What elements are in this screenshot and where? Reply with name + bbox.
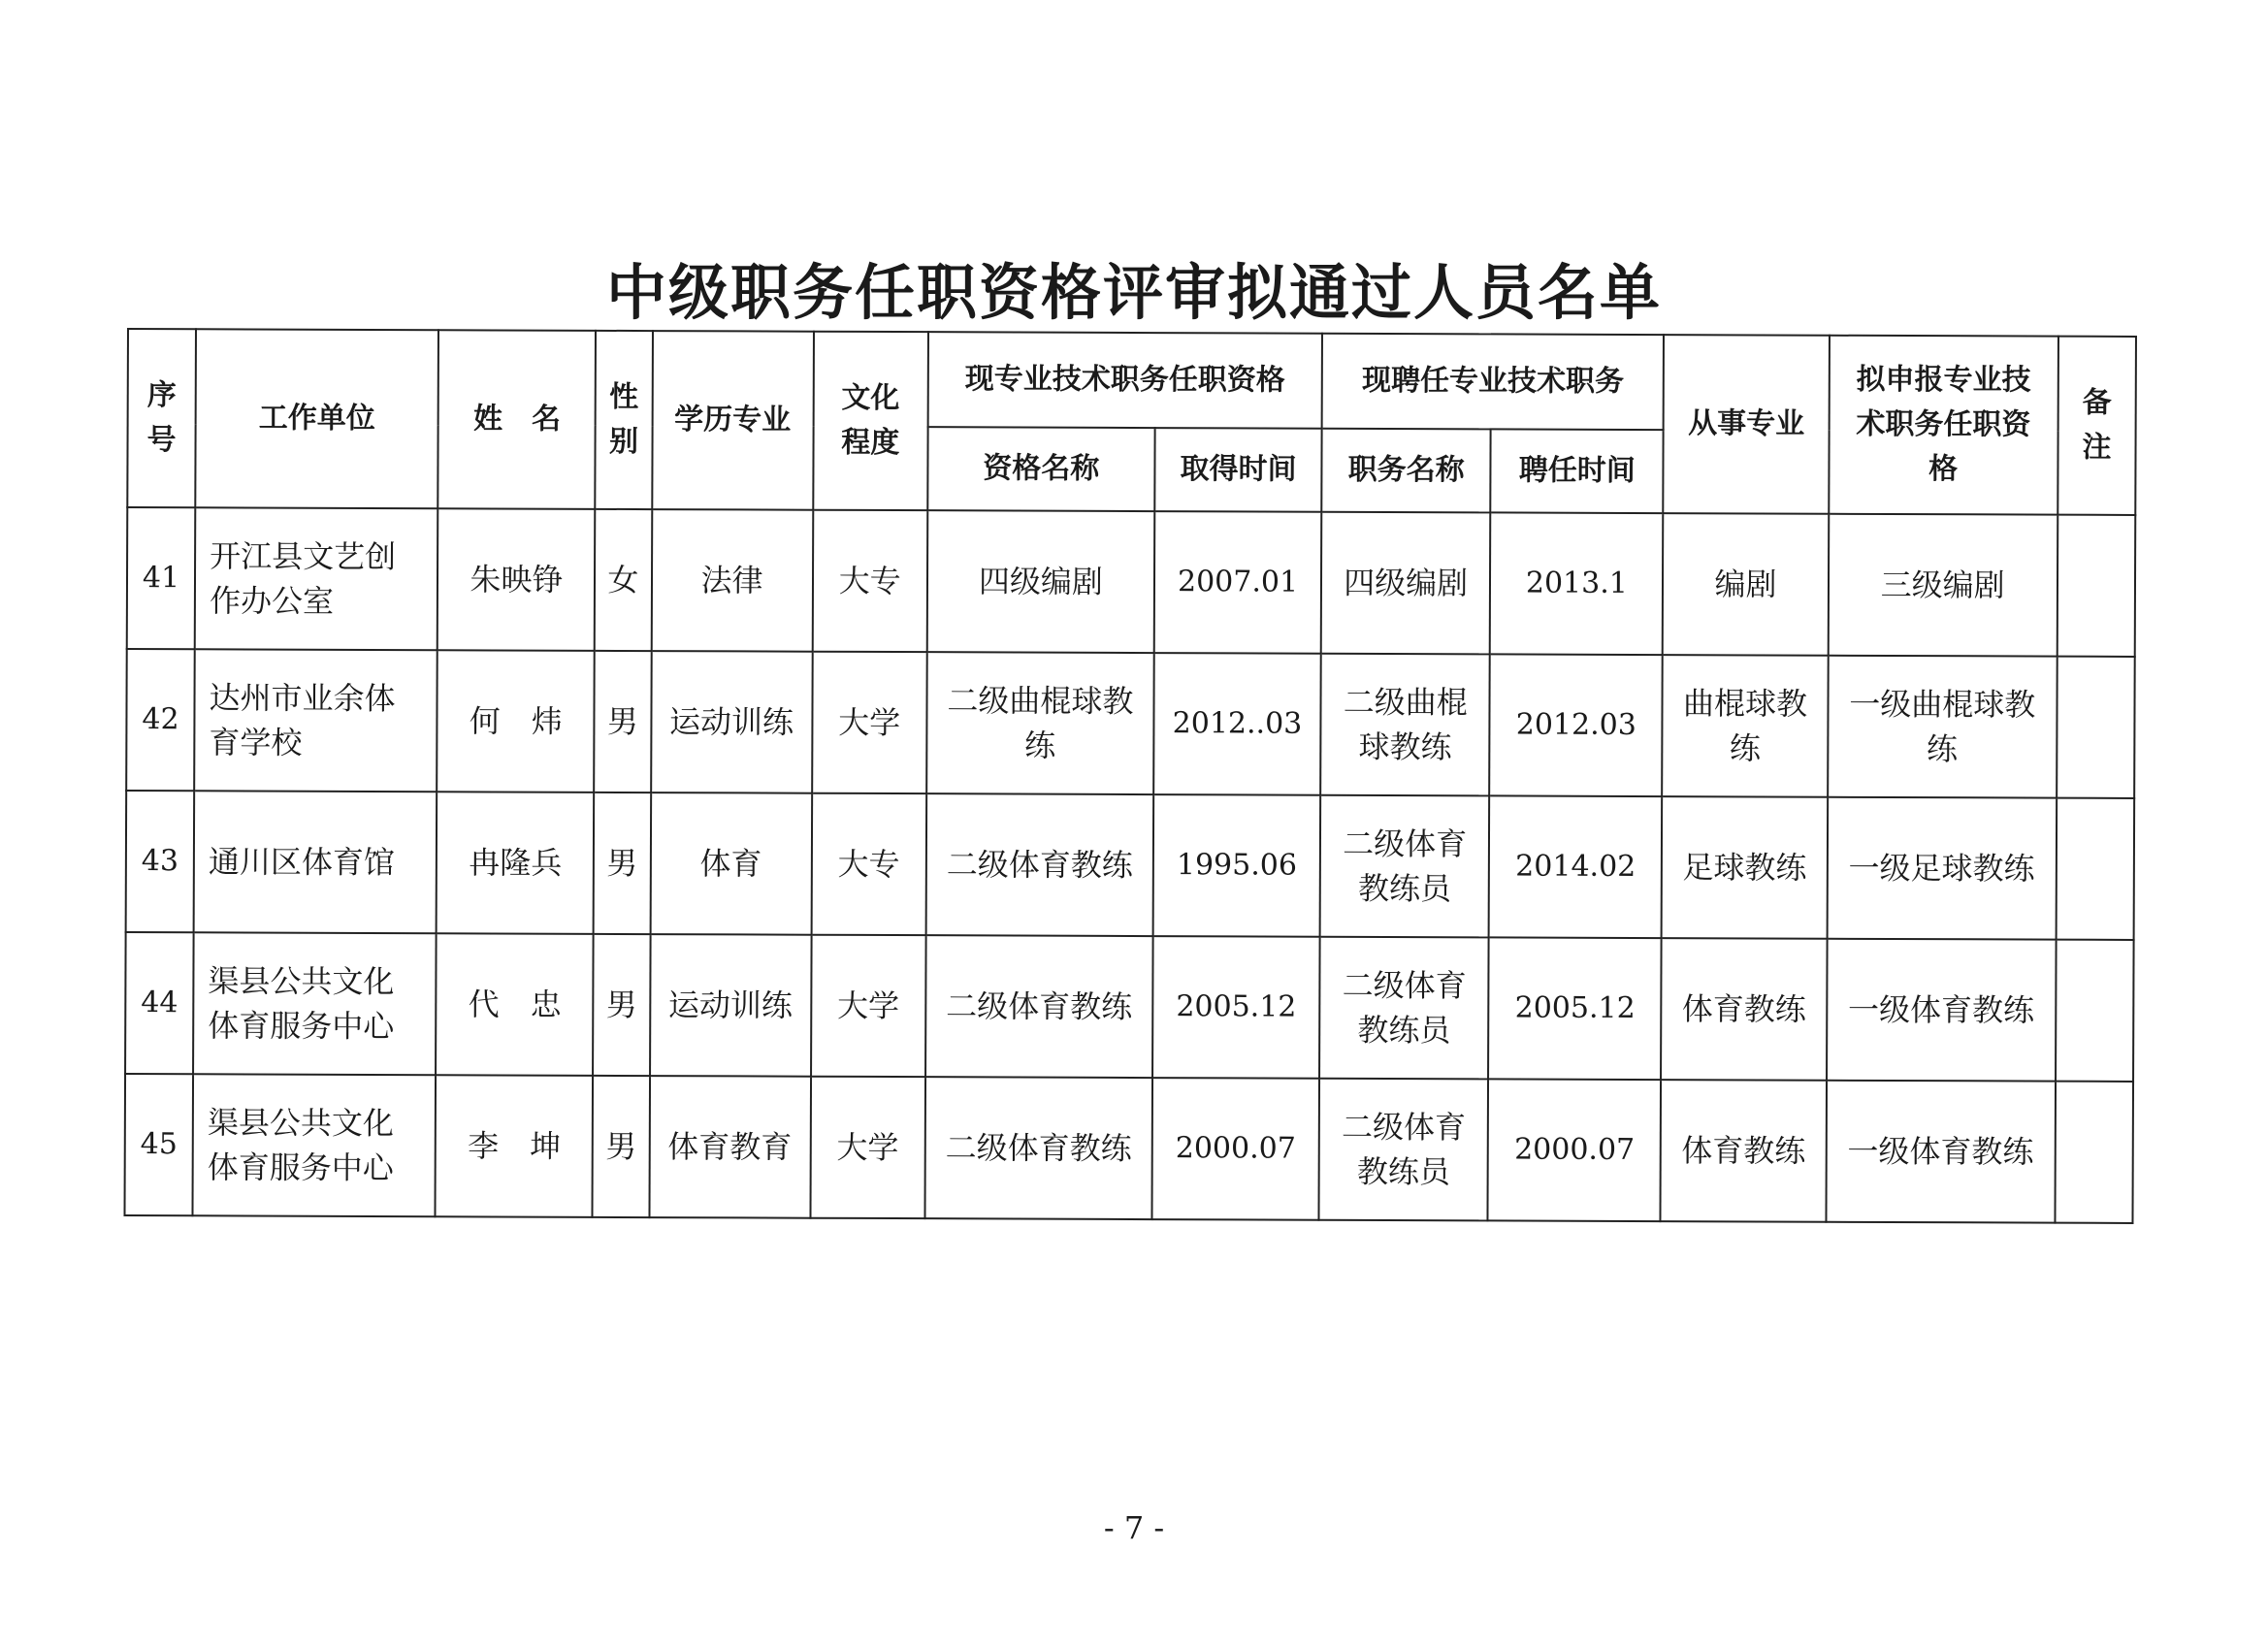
header-major: 学历专业 (652, 331, 814, 510)
cell-proposed: 一级足球教练 (1827, 797, 2057, 940)
cell-remarks (2056, 798, 2134, 940)
cell-name: 何 炜 (437, 650, 595, 792)
cell-seq: 45 (124, 1074, 193, 1215)
cell-post-name: 二级体育教练员 (1320, 795, 1490, 938)
cell-post-name: 二级体育教练员 (1319, 1079, 1489, 1221)
roster-table (123, 328, 2137, 1224)
table-row (126, 791, 2135, 940)
cell-post-name: 二级体育教练员 (1319, 937, 1489, 1080)
cell-post-name: 二级曲棍球教练 (1320, 654, 1490, 796)
cell-major: 法律 (651, 509, 813, 652)
cell-post-time: 2014.02 (1489, 795, 1663, 938)
header-gender: 性别 (596, 331, 653, 509)
cell-qualification-name: 二级曲棍球教练 (926, 652, 1154, 794)
cell-major: 运动训练 (651, 651, 813, 793)
cell-field: 体育教练 (1662, 938, 1828, 1081)
cell-qualification-time: 2000.07 (1151, 1078, 1319, 1220)
cell-unit: 渠县公共文化体育服务中心 (193, 1074, 437, 1216)
cell-post-name: 四级编剧 (1321, 512, 1491, 655)
table-row (124, 1074, 2133, 1223)
cell-major: 体育 (650, 792, 812, 935)
cell-name: 代 忠 (436, 933, 594, 1076)
header-seq: 序号 (127, 329, 196, 507)
cell-field: 编剧 (1663, 513, 1829, 656)
cell-post-time: 2005.12 (1488, 937, 1662, 1080)
cell-gender: 男 (593, 934, 650, 1076)
header-name: 姓 名 (438, 330, 597, 509)
cell-proposed: 三级编剧 (1828, 514, 2057, 657)
cell-name: 李 坤 (436, 1075, 594, 1217)
cell-post-time: 2012.03 (1489, 654, 1663, 796)
header-qualification-time: 取得时间 (1154, 428, 1321, 512)
table-row (126, 649, 2135, 798)
cell-proposed: 一级体育教练 (1826, 1081, 2056, 1223)
cell-unit: 达州市业余体育学校 (194, 649, 437, 792)
cell-qualification-time: 2005.12 (1152, 936, 1320, 1079)
cell-post-time: 2000.07 (1488, 1079, 1662, 1221)
cell-field: 曲棍球教练 (1663, 655, 1829, 797)
cell-proposed: 一级体育教练 (1827, 939, 2057, 1082)
cell-remarks (2055, 1082, 2133, 1223)
cell-name: 朱映铮 (437, 508, 596, 651)
cell-qualification-name: 二级体育教练 (925, 793, 1153, 936)
header-qualification-name: 资格名称 (927, 427, 1155, 511)
cell-unit: 渠县公共文化体育服务中心 (193, 932, 437, 1075)
cell-qualification-name: 二级体育教练 (924, 1077, 1152, 1219)
header-current-qualification: 现专业技术职务任职资格 (927, 332, 1322, 429)
header-post-time: 聘任时间 (1491, 429, 1665, 513)
header-field: 从事专业 (1664, 335, 1830, 514)
cell-seq: 41 (127, 507, 196, 649)
header-remarks: 备注 (2057, 337, 2136, 515)
cell-qualification-time: 2007.01 (1154, 511, 1322, 654)
header-proposed: 拟申报专业技术职务任职资格 (1829, 336, 2058, 515)
header-current-post: 现聘任专业技术职务 (1322, 334, 1665, 430)
cell-seq: 42 (126, 649, 195, 791)
cell-gender: 男 (593, 1076, 650, 1217)
table-row (125, 932, 2134, 1082)
cell-remarks (2057, 657, 2135, 798)
cell-seq: 44 (125, 932, 194, 1074)
cell-qualification-time: 2012..03 (1153, 653, 1321, 795)
cell-remarks (2057, 515, 2136, 657)
table-row (127, 507, 2136, 657)
cell-gender: 女 (595, 509, 652, 651)
cell-education: 大专 (811, 793, 926, 935)
cell-seq: 43 (126, 791, 195, 932)
cell-major: 运动训练 (650, 934, 812, 1077)
cell-unit: 通川区体育馆 (194, 791, 437, 933)
page-number: - 7 - (1103, 1509, 1165, 1546)
cell-proposed: 一级曲棍球教练 (1828, 656, 2057, 798)
cell-field: 足球教练 (1662, 796, 1828, 939)
cell-education: 大学 (810, 1077, 925, 1218)
cell-qualification-name: 四级编剧 (926, 510, 1154, 653)
cell-gender: 男 (594, 792, 651, 934)
cell-remarks (2056, 940, 2134, 1082)
header-post-name: 职务名称 (1321, 429, 1490, 513)
document-title: 中级职务任职资格评审拟通过人员名单 (605, 257, 1662, 328)
header-row-1 (128, 329, 2136, 432)
cell-qualification-name: 二级体育教练 (925, 935, 1153, 1078)
cell-education: 大专 (812, 510, 927, 652)
cell-unit: 开江县文艺创作办公室 (195, 507, 438, 650)
cell-post-time: 2013.1 (1490, 512, 1664, 655)
cell-education: 大学 (812, 652, 927, 793)
cell-gender: 男 (595, 651, 652, 792)
header-unit: 工作单位 (195, 329, 438, 508)
cell-field: 体育教练 (1661, 1080, 1827, 1222)
cell-name: 冉隆兵 (437, 792, 595, 934)
cell-major: 体育教育 (649, 1076, 811, 1218)
header-education: 文化程度 (813, 332, 928, 510)
cell-education: 大学 (811, 935, 926, 1077)
cell-qualification-time: 1995.06 (1153, 794, 1321, 937)
